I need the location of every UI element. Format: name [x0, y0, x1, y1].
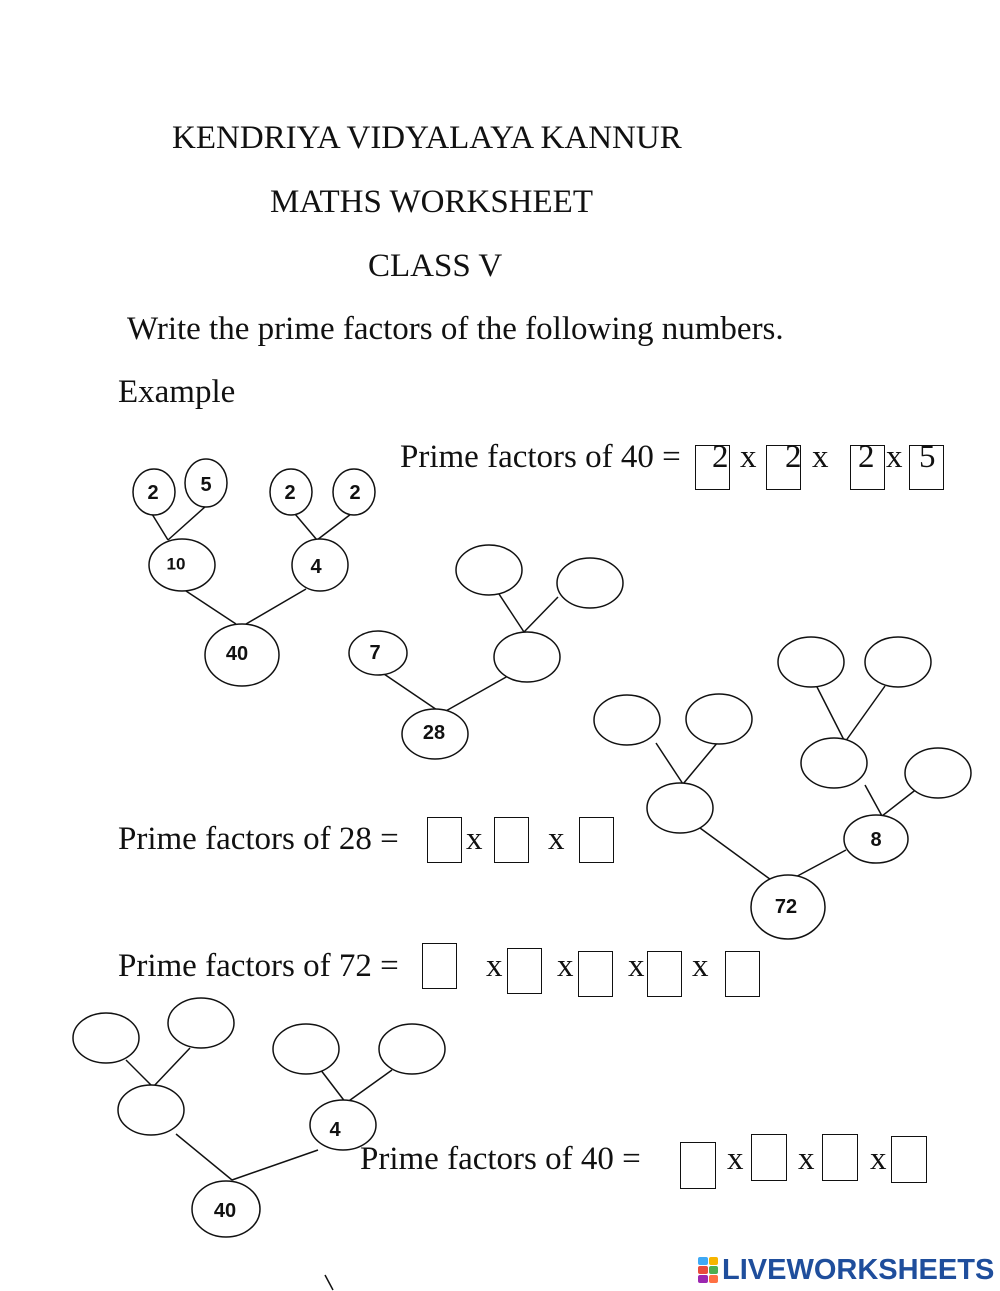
answer-box[interactable]	[725, 951, 760, 997]
answer-box[interactable]	[494, 817, 529, 863]
example-factor-value: 2	[712, 439, 729, 475]
answer-circle[interactable]	[273, 1024, 339, 1074]
q40-equation-label: Prime factors of 40 =	[360, 1141, 641, 1177]
answer-circle[interactable]	[118, 1085, 184, 1135]
tree-line	[152, 514, 168, 540]
q72-equation-label: Prime factors of 72 =	[118, 948, 399, 984]
tree-line	[656, 743, 683, 784]
tree-label: 2	[349, 482, 361, 504]
times-sign: x	[798, 1141, 815, 1177]
tree-line	[384, 674, 440, 712]
times-sign: x	[812, 439, 829, 475]
tree-line	[499, 594, 524, 632]
example-equation-label: Prime factors of 40 =	[400, 439, 681, 475]
tree-label: 10	[166, 554, 186, 574]
example-factor-value: 2	[858, 439, 875, 475]
tree-line	[232, 1150, 318, 1180]
tree-label: 4	[310, 556, 322, 578]
answer-circle[interactable]	[594, 695, 660, 745]
logo-tile	[698, 1257, 708, 1265]
liveworksheets-logo	[698, 1254, 994, 1286]
answer-circle[interactable]	[647, 783, 713, 833]
tree-line	[524, 597, 558, 632]
answer-box[interactable]	[422, 943, 457, 989]
tree-line	[444, 676, 508, 712]
logo-tile	[698, 1275, 708, 1283]
liveworksheets-logo-icon	[698, 1257, 718, 1283]
tree-line	[186, 591, 236, 624]
tree-line	[346, 1070, 392, 1103]
answer-box[interactable]	[891, 1136, 927, 1183]
answer-circle[interactable]	[778, 637, 844, 687]
tree-line	[295, 514, 317, 540]
logo-tile	[709, 1266, 719, 1274]
answer-circle[interactable]	[905, 748, 971, 798]
tree-label-root: 40	[225, 643, 249, 665]
tree-line	[153, 1048, 190, 1087]
tree-line	[700, 828, 778, 885]
answer-box[interactable]	[822, 1134, 858, 1181]
tree-line	[683, 742, 718, 784]
times-sign: x	[740, 439, 757, 475]
answer-box[interactable]	[579, 817, 614, 863]
tree-line	[246, 589, 306, 624]
tree-line	[865, 785, 882, 816]
tree-label: 5	[200, 474, 212, 496]
tree-line	[168, 506, 206, 540]
school-name: KENDRIYA VIDYALAYA KANNUR	[172, 120, 682, 156]
tree-line	[317, 514, 351, 540]
answer-circle[interactable]	[865, 637, 931, 687]
answer-circle[interactable]	[73, 1013, 139, 1063]
answer-circle[interactable]	[494, 632, 560, 682]
stray-mark	[325, 1275, 333, 1290]
answer-circle[interactable]	[686, 694, 752, 744]
logo-tile	[698, 1266, 708, 1274]
answer-circle[interactable]	[557, 558, 623, 608]
answer-circle[interactable]	[379, 1024, 445, 1074]
logo-tile	[709, 1257, 719, 1265]
answer-box[interactable]	[647, 951, 682, 997]
answer-box[interactable]	[680, 1142, 716, 1189]
answer-box[interactable]	[507, 948, 542, 994]
tree-line	[320, 1069, 346, 1103]
q28-equation-label: Prime factors of 28 =	[118, 821, 399, 857]
tree-line	[882, 788, 918, 816]
tree-label: 8	[870, 829, 882, 851]
tree-line	[816, 685, 845, 742]
tree-label: 4	[329, 1119, 341, 1141]
times-sign: x	[692, 948, 709, 984]
times-sign: x	[466, 821, 483, 857]
logo-tile	[709, 1275, 719, 1283]
times-sign: x	[886, 439, 903, 475]
tree-label: 2	[147, 482, 159, 504]
tree-line	[176, 1134, 232, 1180]
example-label: Example	[118, 374, 236, 410]
example-factor-value: 5	[919, 439, 936, 475]
tree-label-root: 40	[213, 1200, 237, 1222]
times-sign: x	[557, 948, 574, 984]
answer-circle[interactable]	[456, 545, 522, 595]
times-sign: x	[486, 948, 503, 984]
tree-label-root: 28	[422, 722, 446, 744]
times-sign: x	[727, 1141, 744, 1177]
answer-box[interactable]	[578, 951, 613, 997]
worksheet-title: MATHS WORKSHEET	[270, 184, 593, 220]
times-sign: x	[628, 948, 645, 984]
class-label: CLASS V	[368, 248, 503, 284]
example-factor-value: 2	[785, 439, 802, 475]
answer-circle[interactable]	[801, 738, 867, 788]
times-sign: x	[870, 1141, 887, 1177]
tree-line	[845, 686, 885, 742]
tree-label-root: 72	[774, 896, 798, 918]
instruction-text: Write the prime factors of the following numbers.	[127, 311, 784, 347]
answer-box[interactable]	[751, 1134, 787, 1181]
tree-line	[126, 1060, 153, 1087]
tree-label: 2	[284, 482, 296, 504]
times-sign: x	[548, 821, 565, 857]
tree-label: 7	[369, 642, 381, 664]
liveworksheets-wordmark: LIVEWORKSHEETS	[722, 1253, 995, 1286]
answer-box[interactable]	[427, 817, 462, 863]
answer-circle[interactable]	[168, 998, 234, 1048]
